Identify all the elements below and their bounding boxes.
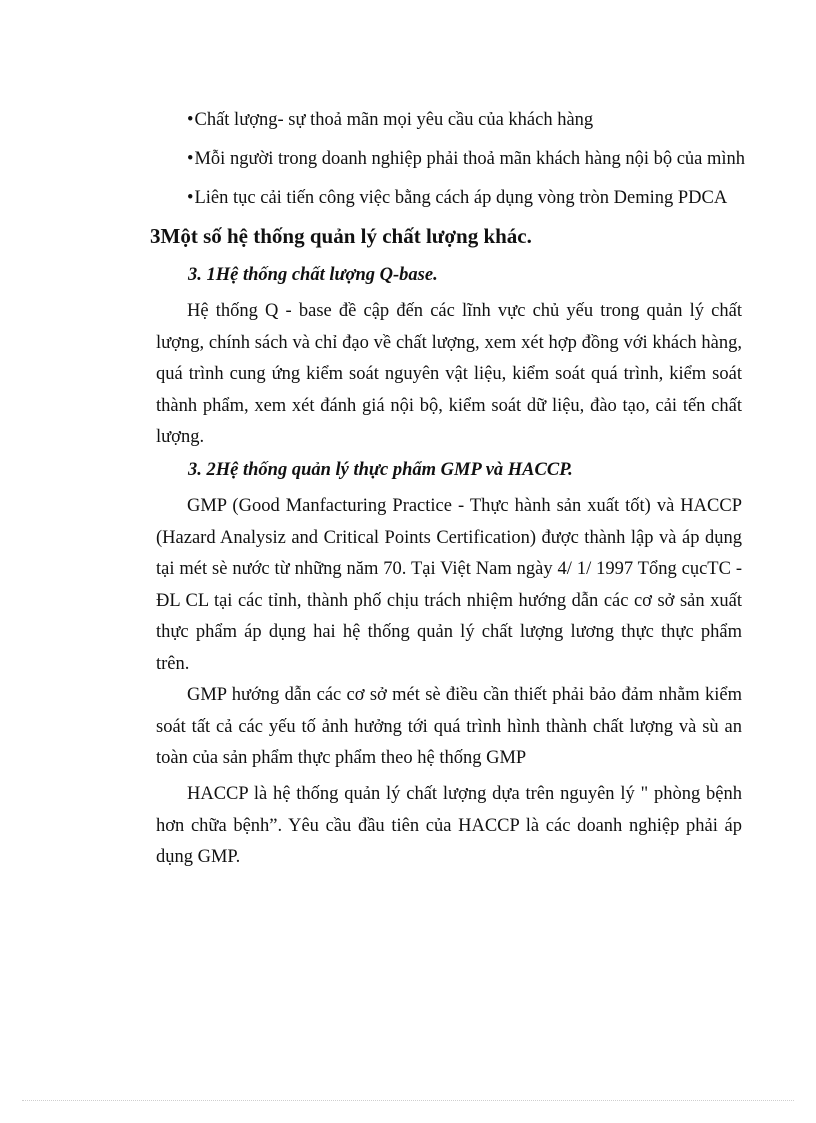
page-bottom-divider [22, 1100, 794, 1101]
section-heading: 3Một số hệ thống quản lý chất lượng khác. [150, 224, 532, 248]
bullet-text: Liên tục cải tiến công việc bằng cách áp dụng vòng tròn Deming PDCA [194, 188, 728, 208]
bullet-text: Mỗi người trong doanh nghiệp phải thoả mãn khách hàng nội bộ của mình [194, 149, 746, 169]
subsection-title-gmp-haccp: 3. 2Hệ thống quản lý thực phẩm GMP và HACCP. [188, 460, 573, 480]
subsection-title-qbase: 3. 1Hệ thống chất lượng Q-base. [188, 265, 438, 285]
bullet-icon: • [187, 110, 194, 130]
paragraph-gmp-haccp-intro: GMP (Good Manfacturing Practice - Thực hành sản xuất tốt) và HACCP (Hazard Analysiz and Critical Points Certification) được thành lập và áp dụng tại mét sè nước từ những năm 70. Tại Việt Nam ngày 4/ 1/ 1997 Tổng cụcTC - ĐL CL tại các tỉnh, thành phố chịu trách nhiệm hướng dẫn các cơ sở sản xuất thực phẩm áp dụng hai hệ thống quản lý chất lượng lương thực thực phẩm trên. [156, 496, 742, 674]
bullet-icon: • [187, 149, 194, 169]
bullet-item [187, 110, 593, 131]
bullet-item [187, 149, 745, 170]
paragraph-gmp: GMP hướng dẫn các cơ sở mét sè điều cần thiết phải bảo đảm nhằm kiểm soát tất cả các yếu tố ảnh hưởng tới quá trình hình thành chất lượng và sù an toàn của sản phẩm thực phẩm theo hệ thống GMP [156, 685, 742, 768]
paragraph-qbase: Hệ thống Q - base đề cập đến các lĩnh vực chủ yếu trong quản lý chất lượng, chính sách và chỉ đạo về chất lượng, xem xét hợp đồng với khách hàng, quá trình cung ứng kiểm soát nguyên vật liệu, kiểm soát quá trình, kiểm soát thành phẩm, xem xét đánh giá nội bộ, kiểm soát dữ liệu, đào tạo, cải tến chất lượng. [156, 301, 742, 447]
bullet-text: Chất lượng- sự thoả mãn mọi yêu cầu của khách hàng [194, 110, 594, 130]
bullet-icon: • [187, 188, 194, 208]
paragraph-haccp: HACCP là hệ thống quản lý chất lượng dựa trên nguyên lý " phòng bệnh hơn chữa bệnh”. Yêu cầu đầu tiên của HACCP là các doanh nghiệp phải áp dụng GMP. [156, 784, 742, 867]
bullet-item [187, 188, 727, 209]
